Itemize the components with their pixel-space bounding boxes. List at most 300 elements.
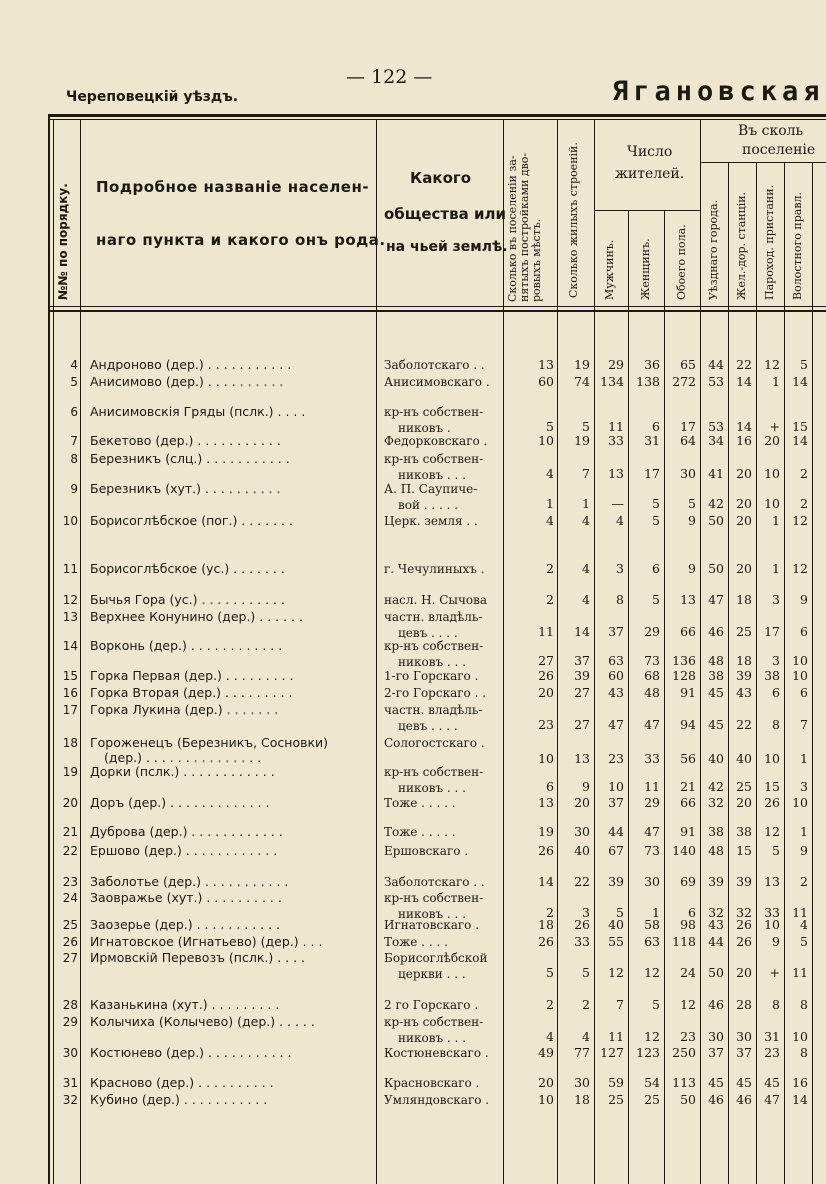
value-cell: 6 (772, 685, 780, 700)
value-cell: 41 (708, 466, 724, 481)
value-cell: 23 (680, 1029, 696, 1044)
value-cell: 8 (616, 592, 624, 607)
value-cell: 11 (608, 1029, 624, 1044)
owner-line: Федорковскаго . (384, 434, 488, 448)
settlement-name: Ершово (дер.) . . . . . . . . . . . . (90, 843, 278, 858)
value-cell: 7 (800, 717, 808, 732)
value-cell: 2 (800, 496, 808, 511)
col-header-owner-3: на чьей землѣ. (386, 239, 508, 255)
value-cell: 12 (680, 997, 696, 1012)
settlement-name: Березникъ (хут.) . . . . . . . . . . (90, 481, 281, 496)
col-header-plots-line: Сколько въ поселеніи за- (506, 155, 519, 302)
row-number: 22 (62, 844, 78, 858)
owner-line: никовъ . . . (398, 1031, 466, 1045)
value-cell: 20 (736, 513, 752, 528)
value-cell: 37 (574, 653, 590, 668)
owner-cell (384, 561, 485, 577)
value-cell: 136 (672, 653, 696, 668)
value-cell: 55 (608, 934, 624, 949)
value-cell: 54 (644, 1075, 660, 1090)
owner-cell (384, 702, 482, 734)
page-number: — 122 — (346, 66, 433, 88)
owner-line: Анисимовскаго . (384, 375, 490, 389)
owner-cell (384, 451, 483, 483)
settlement-name: Игнатовское (Игнатьево) (дер.) . . . (90, 934, 323, 949)
value-cell: 91 (680, 685, 696, 700)
value-cell: 38 (764, 668, 780, 683)
owner-line: кр-нъ собствен- (384, 405, 484, 419)
col-header-plots (507, 153, 543, 302)
value-cell: 7 (616, 997, 624, 1012)
value-cell: 25 (644, 1092, 660, 1107)
value-cell: 31 (644, 433, 660, 448)
value-cell: 43 (608, 685, 624, 700)
row-number: 31 (62, 1076, 78, 1090)
value-cell: 4 (546, 1029, 554, 1044)
value-cell: 73 (644, 653, 660, 668)
value-cell: 37 (608, 624, 624, 639)
value-cell: 25 (736, 779, 752, 794)
value-cell: 20 (736, 965, 752, 980)
row-number: 26 (62, 935, 78, 949)
value-cell: 2 (546, 905, 554, 920)
value-cell: 10 (792, 668, 808, 683)
value-cell: 12 (764, 824, 780, 839)
value-cell: 20 (736, 795, 752, 810)
value-cell: 17 (680, 419, 696, 434)
value-cell: 4 (616, 513, 624, 528)
col-header-residents-1: Число (627, 144, 673, 160)
value-cell: 31 (764, 1029, 780, 1044)
row-number: 10 (62, 514, 78, 528)
settlement-name: Доръ (дер.) . . . . . . . . . . . . . (90, 795, 270, 810)
value-cell: 91 (680, 824, 696, 839)
value-cell: 3 (772, 592, 780, 607)
owner-line: Сологостскаго . (384, 736, 485, 750)
value-cell: 20 (538, 1075, 554, 1090)
settlement-name: Красново (дер.) . . . . . . . . . . (90, 1075, 274, 1090)
owner-line: никовъ . . . (398, 468, 466, 482)
header-bottom-rule (48, 306, 826, 307)
value-cell: 48 (644, 685, 660, 700)
owner-cell (384, 997, 478, 1013)
owner-line: кр-нъ собствен- (384, 639, 484, 653)
table-top-rule (48, 114, 826, 117)
value-cell: 6 (652, 419, 660, 434)
value-cell: 17 (644, 466, 660, 481)
value-cell: 3 (772, 653, 780, 668)
row-number: 17 (62, 703, 78, 717)
col-header-both: Обоего пола. (675, 224, 688, 300)
value-cell: 2 (582, 997, 590, 1012)
value-cell: 26 (538, 668, 554, 683)
value-cell: 33 (764, 905, 780, 920)
owner-line: кр-нъ собствен- (384, 1015, 484, 1029)
owner-line: никовъ . (398, 421, 451, 435)
value-cell: 32 (708, 905, 724, 920)
value-cell: 37 (708, 1045, 724, 1060)
col-header-dist-pier: Пароход. пристани. (763, 184, 776, 300)
value-cell: 25 (608, 1092, 624, 1107)
col-header-owner-1: Какого (410, 169, 472, 187)
value-cell: 60 (538, 374, 554, 389)
value-cell: 2 (800, 874, 808, 889)
value-cell: 27 (574, 717, 590, 732)
owner-cell (384, 374, 490, 390)
value-cell: 113 (672, 1075, 696, 1090)
row-number: 9 (70, 482, 78, 496)
value-cell: 46 (736, 1092, 752, 1107)
value-cell: 14 (736, 374, 752, 389)
row-number: 28 (62, 998, 78, 1012)
value-cell: 14 (538, 874, 554, 889)
settlement-name: Анисимовскія Гряды (пслк.) . . . . (90, 404, 306, 419)
value-cell: 6 (800, 624, 808, 639)
value-cell: 140 (672, 843, 696, 858)
row-number: 5 (70, 375, 78, 389)
owner-cell (384, 685, 486, 701)
value-cell: 5 (582, 419, 590, 434)
owner-cell (384, 1014, 483, 1046)
row-number: 4 (70, 358, 78, 372)
owner-line: церкви . . . (398, 967, 466, 981)
value-cell: 2 (546, 561, 554, 576)
value-cell: 34 (708, 433, 724, 448)
value-cell: 272 (672, 374, 696, 389)
volost-title: Ягановская (612, 76, 825, 107)
col-header-dist-rail: Жел.-дор. станціи. (735, 191, 748, 300)
value-cell: 1 (772, 374, 780, 389)
settlement-name: Костюнево (дер.) . . . . . . . . . . . (90, 1045, 292, 1060)
value-cell: 42 (708, 496, 724, 511)
value-cell: 4 (800, 917, 808, 932)
value-cell: 8 (772, 997, 780, 1012)
col-divider (503, 119, 504, 1184)
value-cell: 9 (800, 843, 808, 858)
value-cell: 47 (708, 592, 724, 607)
value-cell: 5 (546, 419, 554, 434)
value-cell: 45 (708, 1075, 724, 1090)
value-cell: 66 (680, 795, 696, 810)
value-cell: 1 (800, 824, 808, 839)
value-cell: 13 (538, 795, 554, 810)
value-cell: 13 (764, 874, 780, 889)
settlement-name: Андроново (дер.) . . . . . . . . . . . (90, 357, 292, 372)
value-cell: 19 (574, 357, 590, 372)
value-cell: 48 (708, 843, 724, 858)
value-cell: 1 (652, 905, 660, 920)
col-header-plots-line: нятыхъ постройками дво- (518, 152, 531, 302)
value-cell: 37 (736, 1045, 752, 1060)
col-header-name-2: наго пункта и какого онъ рода. (96, 231, 386, 249)
header-bottom-rule-thick (48, 310, 826, 312)
value-cell: 6 (652, 561, 660, 576)
value-cell: 23 (538, 717, 554, 732)
settlement-name: Горка Вторая (дер.) . . . . . . . . . (90, 685, 293, 700)
value-cell: 10 (764, 466, 780, 481)
col-header-distance-1: Въ сколь (738, 123, 804, 139)
value-cell: 44 (708, 934, 724, 949)
value-cell: 50 (680, 1092, 696, 1107)
value-cell: 4 (546, 466, 554, 481)
settlement-name: Заовражье (хут.) . . . . . . . . . . (90, 890, 282, 905)
value-cell: 12 (792, 513, 808, 528)
value-cell: 5 (800, 934, 808, 949)
owner-line: насл. Н. Сычова (384, 593, 488, 607)
value-cell: 15 (736, 843, 752, 858)
value-cell: 44 (708, 357, 724, 372)
value-cell: 5 (616, 905, 624, 920)
owner-cell (384, 481, 477, 513)
value-cell: 22 (574, 874, 590, 889)
owner-line: частн. владѣль- (384, 703, 483, 717)
value-cell: 98 (680, 917, 696, 932)
owner-line: Костюневскаго . (384, 1046, 489, 1060)
value-cell: 14 (792, 374, 808, 389)
owner-line: Красновскаго . (384, 1076, 480, 1090)
value-cell: 1 (772, 561, 780, 576)
value-cell: 39 (708, 874, 724, 889)
value-cell: 10 (608, 779, 624, 794)
value-cell: 18 (736, 592, 752, 607)
value-cell: 59 (608, 1075, 624, 1090)
value-cell: 26 (736, 917, 752, 932)
value-cell: 4 (582, 513, 590, 528)
owner-line: Тоже . . . . . (384, 796, 456, 810)
row-number: 15 (62, 669, 78, 683)
owner-cell (384, 404, 483, 436)
row-number: 18 (62, 736, 78, 750)
value-cell: 77 (574, 1045, 590, 1060)
row-number: 20 (62, 796, 78, 810)
value-cell: 45 (708, 717, 724, 732)
value-cell: 43 (736, 685, 752, 700)
value-cell: 12 (608, 965, 624, 980)
value-cell: 33 (644, 751, 660, 766)
owner-line: никовъ . . . (398, 655, 466, 669)
value-cell: 17 (764, 624, 780, 639)
value-cell: + (769, 965, 780, 980)
value-cell: 49 (538, 1045, 554, 1060)
value-cell: 138 (636, 374, 660, 389)
value-cell: 19 (574, 433, 590, 448)
settlement-name: Горка Лукина (дер.) . . . . . . . (90, 702, 279, 717)
settlement-name: Борисоглѣбское (ус.) . . . . . . . (90, 561, 285, 576)
value-cell: 11 (608, 419, 624, 434)
owner-line: кр-нъ собствен- (384, 765, 484, 779)
value-cell: 4 (582, 561, 590, 576)
col-divider (80, 119, 81, 1184)
settlement-name: Березникъ (слц.) . . . . . . . . . . . (90, 451, 290, 466)
value-cell: 36 (644, 357, 660, 372)
value-cell: 13 (574, 751, 590, 766)
value-cell: 20 (538, 685, 554, 700)
owner-line: вой . . . . . (398, 498, 459, 512)
owner-line: цевъ . . . . (398, 626, 458, 640)
value-cell: 118 (672, 934, 696, 949)
value-cell: 39 (736, 874, 752, 889)
value-cell: 53 (708, 374, 724, 389)
value-cell: 67 (608, 843, 624, 858)
owner-cell (384, 950, 487, 982)
value-cell: 3 (800, 779, 808, 794)
value-cell: 60 (608, 668, 624, 683)
value-cell: 16 (792, 1075, 808, 1090)
value-cell: 6 (546, 779, 554, 794)
value-cell: 12 (644, 1029, 660, 1044)
value-cell: + (769, 419, 780, 434)
settlement-name: Кубино (дер.) . . . . . . . . . . . (90, 1092, 268, 1107)
residents-sub-rule (594, 210, 700, 211)
owner-line: Церк. земля . . (384, 514, 478, 528)
value-cell: 127 (600, 1045, 624, 1060)
owner-line: 1-го Горскаго . (384, 669, 479, 683)
row-number: 16 (62, 686, 78, 700)
value-cell: 20 (736, 496, 752, 511)
settlement-name: Дорки (пслк.) . . . . . . . . . . . . (90, 764, 275, 779)
value-cell: 27 (538, 653, 554, 668)
col-header-name-1: Подробное названіе населен- (96, 178, 370, 196)
value-cell: 37 (608, 795, 624, 810)
col-header-dist-volost: Волостного правл. (791, 191, 804, 300)
value-cell: 94 (680, 717, 696, 732)
value-cell: 66 (680, 624, 696, 639)
settlement-name: Казанькина (хут.) . . . . . . . . . (90, 997, 280, 1012)
value-cell: 68 (644, 668, 660, 683)
row-number: 19 (62, 765, 78, 779)
owner-cell (384, 513, 478, 529)
row-number: 24 (62, 891, 78, 905)
value-cell: 20 (764, 433, 780, 448)
value-cell: 38 (708, 668, 724, 683)
value-cell: 29 (608, 357, 624, 372)
district-title: Череповецкій уѣздъ. (66, 89, 239, 105)
value-cell: 9 (582, 779, 590, 794)
value-cell: 13 (608, 466, 624, 481)
owner-line: никовъ . . . (398, 907, 466, 921)
value-cell: 4 (546, 513, 554, 528)
settlement-name: Гороженецъ (Березникъ, Сосновки) (90, 735, 329, 750)
value-cell: 134 (600, 374, 624, 389)
owner-cell (384, 1075, 479, 1091)
value-cell: 38 (736, 824, 752, 839)
value-cell: 40 (608, 917, 624, 932)
value-cell: 18 (736, 653, 752, 668)
owner-cell (384, 357, 485, 373)
value-cell: 32 (736, 905, 752, 920)
value-cell: 12 (792, 561, 808, 576)
value-cell: 23 (608, 751, 624, 766)
value-cell: 15 (764, 779, 780, 794)
value-cell: 42 (708, 779, 724, 794)
owner-line: частн. владѣль- (384, 610, 483, 624)
value-cell: 5 (546, 965, 554, 980)
value-cell: 46 (708, 1092, 724, 1107)
value-cell: 14 (792, 1092, 808, 1107)
value-cell: 5 (652, 592, 660, 607)
settlement-name: Заозерье (дер.) . . . . . . . . . . . (90, 917, 281, 932)
value-cell: 11 (644, 779, 660, 794)
owner-cell (384, 735, 485, 751)
value-cell: 47 (764, 1092, 780, 1107)
value-cell: 30 (708, 1029, 724, 1044)
owner-cell (384, 1045, 489, 1061)
value-cell: 14 (736, 419, 752, 434)
col-header-buildings: Сколько жилыхъ строеній. (567, 142, 580, 298)
value-cell: 9 (688, 561, 696, 576)
value-cell: 29 (644, 795, 660, 810)
value-cell: 56 (680, 751, 696, 766)
value-cell: 12 (644, 965, 660, 980)
owner-line: Умляндовскаго . (384, 1093, 490, 1107)
row-number: 27 (62, 951, 78, 965)
settlement-name: Горка Первая (дер.) . . . . . . . . . (90, 668, 294, 683)
value-cell: 14 (574, 624, 590, 639)
value-cell: 26 (538, 934, 554, 949)
value-cell: 20 (574, 795, 590, 810)
value-cell: 29 (644, 624, 660, 639)
owner-line: Заболотскаго . . (384, 875, 485, 889)
owner-line: 2-го Горскаго . . (384, 686, 487, 700)
owner-cell (384, 609, 482, 641)
value-cell: 4 (582, 1029, 590, 1044)
value-cell: 46 (708, 997, 724, 1012)
value-cell: 26 (736, 934, 752, 949)
value-cell: 44 (608, 824, 624, 839)
owner-line: цевъ . . . . (398, 719, 458, 733)
col-header-plots-line: ровыхъ мѣстъ. (530, 218, 543, 302)
col-header-num: №№ по порядку. (56, 183, 70, 300)
value-cell: 39 (608, 874, 624, 889)
col-header-dist-town: Уѣзднаго города. (707, 199, 720, 300)
row-number: 23 (62, 875, 78, 889)
value-cell: 30 (574, 1075, 590, 1090)
value-cell: 30 (736, 1029, 752, 1044)
value-cell: 8 (800, 997, 808, 1012)
owner-line: г. Чечулиныхъ . (384, 562, 485, 576)
col-header-distance-2: поселеніе (742, 142, 816, 158)
value-cell: 1 (546, 496, 554, 511)
value-cell: 14 (792, 433, 808, 448)
row-number: 32 (62, 1093, 78, 1107)
value-cell: 250 (672, 1045, 696, 1060)
settlement-name: Бычья Гора (ус.) . . . . . . . . . . . (90, 592, 285, 607)
value-cell: 43 (708, 917, 724, 932)
value-cell: 40 (736, 751, 752, 766)
value-cell: 1 (582, 496, 590, 511)
value-cell: 26 (764, 795, 780, 810)
owner-cell (384, 1092, 489, 1108)
value-cell: 47 (608, 717, 624, 732)
value-cell: 64 (680, 433, 696, 448)
row-number: 7 (70, 434, 78, 448)
value-cell: 5 (652, 513, 660, 528)
value-cell: 10 (764, 751, 780, 766)
value-cell: 53 (708, 419, 724, 434)
owner-cell (384, 668, 478, 684)
owner-line: Тоже . . . . (384, 935, 448, 949)
owner-cell (384, 843, 468, 859)
settlement-name: Борисоглѣбское (пог.) . . . . . . . (90, 513, 293, 528)
value-cell: 12 (764, 357, 780, 372)
value-cell: 39 (574, 668, 590, 683)
owner-cell (384, 934, 448, 950)
settlement-name: Ирмовскій Перевозъ (пслк.) . . . . (90, 950, 306, 965)
value-cell: 10 (764, 917, 780, 932)
value-cell: 5 (772, 843, 780, 858)
value-cell: 5 (582, 965, 590, 980)
settlement-name: Дуброва (дер.) . . . . . . . . . . . . (90, 824, 283, 839)
